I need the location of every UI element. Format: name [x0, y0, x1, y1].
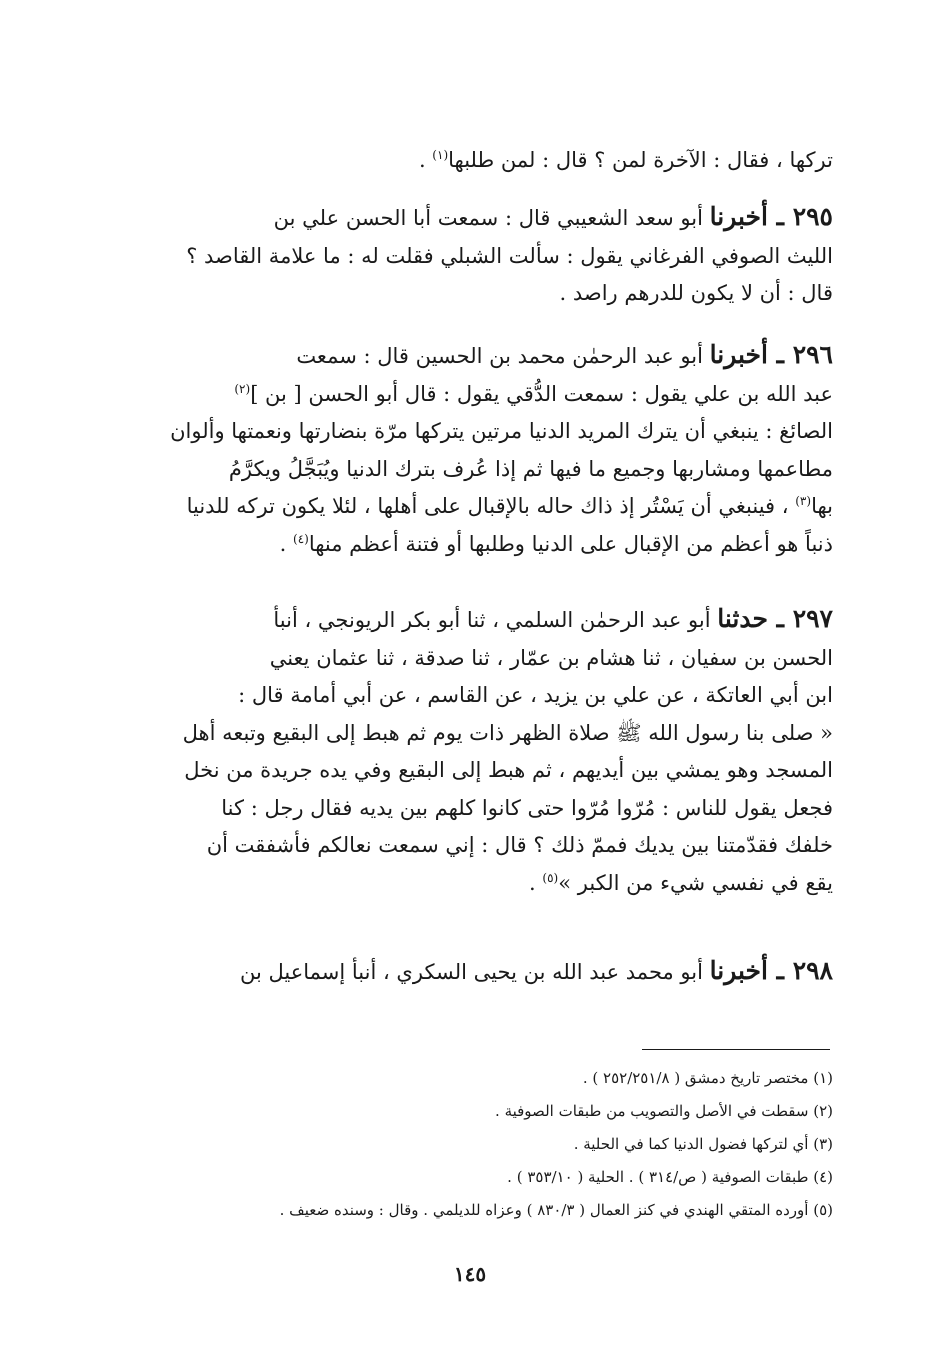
footnote-4: (٤) طبقات الصوفية ( ص/٣١٤ ) . الحلية ( ٣٥٣/١٠ ) . — [507, 1168, 833, 1186]
text-line — [138, 952, 833, 992]
text-line: المسجد وهو يمشي بين أيديهم ، ثم هبط إلى البقيع وفي يده جريدة من نخل — [184, 758, 833, 782]
text: ، فينبغي أن يَسْتُر إذ ذاك حاله بالإقبال على أهلها ، لئلا يكون تركه للدنيا — [186, 494, 796, 518]
separator: ـ — [767, 202, 793, 231]
footnote-ref: (٢) — [234, 381, 251, 396]
text-line: قال : أن لا يكون للدرهم راصد . — [559, 281, 833, 305]
entry-number: ٢٩٦ — [792, 340, 833, 369]
separator: ـ — [767, 956, 793, 985]
entry-296 — [138, 336, 833, 563]
text-line — [138, 376, 833, 414]
text: ذنباً هو أعظم من الإقبال على الدنيا وطلبها أو فتنة أعظم منها — [308, 531, 833, 556]
footnote-divider — [642, 1049, 830, 1050]
text-line: « صلى بنا رسول الله ﷺ صلاة الظهر ذات يوم ثم هبط إلى البقيع وتبعه أهل — [182, 720, 833, 745]
text-line: الصائغ : ينبغي أن يترك المريد الدنيا مرتين يتركها مرّة بنضارتها ونعمتها وألوان — [170, 419, 833, 443]
text: بها — [811, 494, 833, 518]
entry-number: ٢٩٥ — [792, 202, 833, 231]
text: . — [279, 531, 294, 556]
entry-number: ٢٩٨ — [792, 956, 833, 985]
entry-keyword: أخبرنا — [709, 956, 768, 985]
text-line — [138, 142, 833, 180]
text: أبو عبد الرحمٰن محمد بن الحسين قال : سمعت — [296, 344, 710, 368]
footnote-3: (٣) أي لتركها فضول الدنيا كما في الحلية . — [573, 1135, 833, 1153]
text: عبد الله بن علي يقول : سمعت الدُّقي يقول : قال أبو الحسن [ بن ] — [250, 381, 833, 406]
text-line: الليث الصوفي الفرغاني يقول : سألت الشبلي فقلت له : ما علامة القاصد ؟ — [186, 243, 833, 268]
text: . — [529, 870, 543, 895]
footnote-2: (٢) سقطت في الأصل والتصويب من طبقات الصوفية . — [495, 1102, 833, 1120]
footnote-1: (١) مختصر تاريخ دمشق ( ٢٥٢/٢٥١/٨ ) . — [582, 1069, 833, 1087]
text-line — [138, 865, 833, 903]
entry-keyword: حدثنا — [717, 604, 768, 633]
text: تركها ، فقال : الآخرة لمن ؟ قال : لمن طلبها — [448, 148, 833, 172]
entry-number: ٢٩٧ — [792, 604, 833, 633]
separator: ـ — [767, 604, 793, 633]
entry-295 — [138, 198, 833, 313]
footnote-ref: (٥) — [542, 870, 559, 885]
text-line: خلفك فقدّمتنا بين يديك فممّ ذلك ؟ قال : إني سمعت نعالكم فأشفقت أن — [206, 833, 833, 857]
opening-paragraph — [138, 142, 833, 180]
text-line — [138, 198, 833, 238]
footnote-5: (٥) أورده المتقي الهندي في كنز العمال ( ٨٣٠/٣ ) وعزاه للديلمي . وقال : وسنده ضعيف . — [279, 1201, 833, 1219]
entry-keyword: أخبرنا — [709, 202, 768, 231]
entry-keyword: أخبرنا — [709, 340, 768, 369]
text-line — [138, 600, 833, 640]
text-line: الحسن بن سفيان ، ثنا هشام بن عمّار ، ثنا صدقة ، ثنا عثمان يعني — [269, 645, 833, 670]
text: أبو عبد الرحمٰن السلمي ، ثنا أبو بكر الريونجي ، أنبأ — [273, 608, 718, 632]
text: أبو سعد الشعيبي قال : سمعت أبا الحسن علي بن — [273, 206, 710, 230]
text-line — [138, 336, 833, 376]
entry-298 — [138, 952, 833, 992]
footnote-ref: (٤) — [293, 531, 309, 546]
text-line: فجعل يقول للناس : مُرّوا مُرّوا حتى كانوا كلهم بين يديه فقال رجل : كنا — [221, 795, 833, 820]
text-line: مطاعمها ومشاربها وجميع ما فيها ثم إذا عُرف بترك الدنيا ويُبَجَّلُ ويكرَّمُ — [228, 456, 833, 481]
text-line — [138, 526, 833, 564]
footnote-ref: (١) — [432, 148, 449, 162]
page-number: ١٤٥ — [453, 1262, 487, 1286]
footnotes — [138, 1062, 833, 1227]
text-line: ابن أبي العاتكة ، عن علي بن يزيد ، عن القاسم ، عن أبي أمامة قال : — [238, 683, 833, 707]
separator: ـ — [767, 340, 793, 369]
text: . — [418, 148, 433, 172]
entry-297 — [138, 600, 833, 902]
text: يقع في نفسي شيء من الكبر » — [558, 870, 833, 895]
text-line — [138, 488, 833, 526]
text: أبو محمد عبد الله بن يحيى السكري ، أنبأ إسماعيل بن — [239, 960, 710, 984]
footnote-ref: (٣) — [795, 494, 812, 508]
